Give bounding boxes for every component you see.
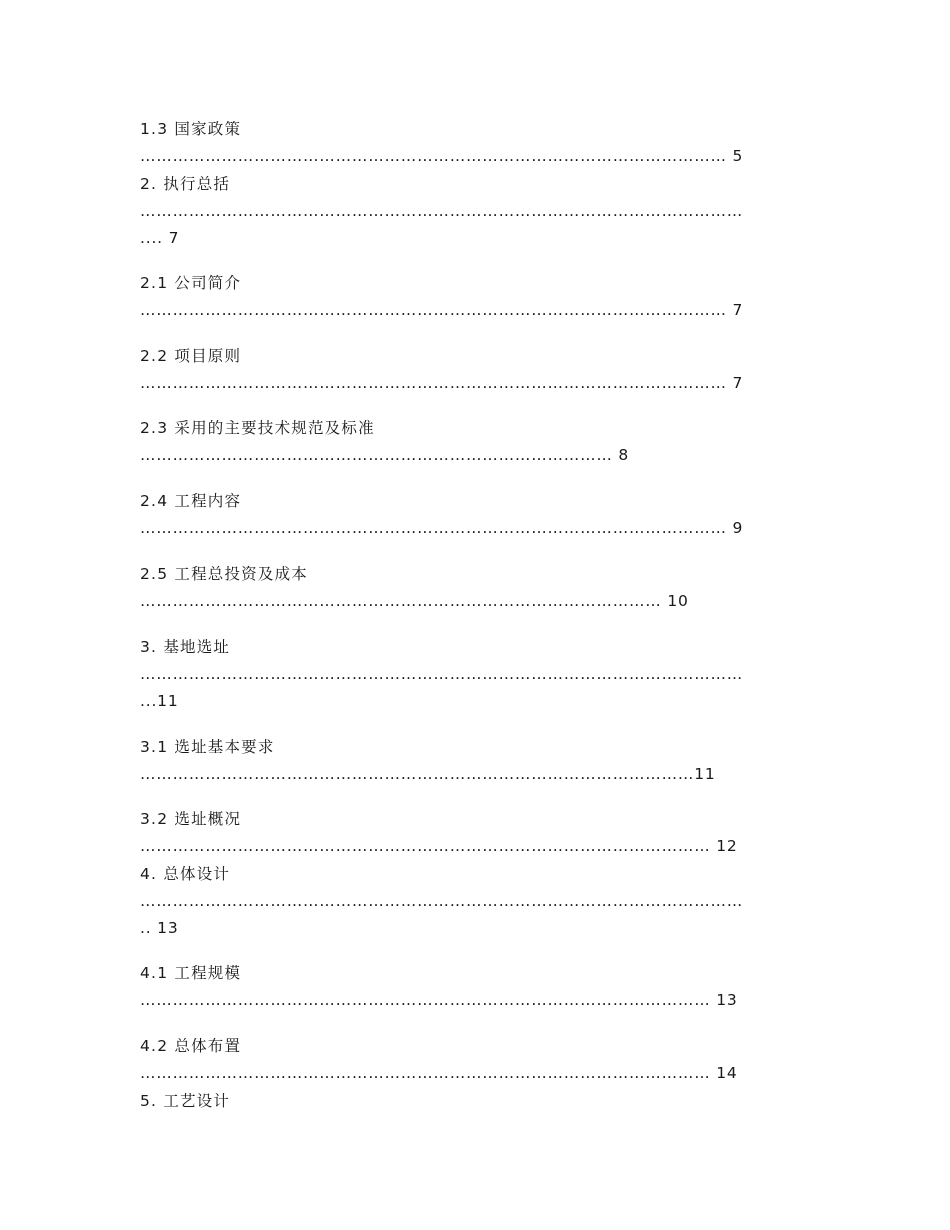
toc-title-2-1[interactable]: 2.1 公司简介 xyxy=(140,274,242,292)
toc-title-4-1[interactable]: 4.1 工程规模 xyxy=(140,964,242,982)
toc-title-2-2[interactable]: 2.2 项目原则 xyxy=(140,347,242,365)
toc-title-2-5[interactable]: 2.5 工程总投资及成本 xyxy=(140,565,308,583)
toc-leader-2-4: ……………………………………………………………………………………………… 9 xyxy=(140,519,744,537)
toc-title-3-2[interactable]: 3.2 选址概况 xyxy=(140,810,242,828)
toc-title-4-2[interactable]: 4.2 总体布置 xyxy=(140,1037,242,1055)
toc-leader-4: ………………………………………………………………………………………………… xyxy=(140,892,744,910)
toc-title-2[interactable]: 2. 执行总括 xyxy=(140,175,231,193)
toc-title-2-3[interactable]: 2.3 采用的主要技术规范及标准 xyxy=(140,419,375,437)
toc-leader-3-2: …………………………………………………………………………………………… 12 xyxy=(140,837,738,855)
toc-leader-4-1: …………………………………………………………………………………………… 13 xyxy=(140,991,738,1009)
toc-title-3[interactable]: 3. 基地选址 xyxy=(140,638,231,656)
toc-leader-4-2: …………………………………………………………………………………………… 14 xyxy=(140,1064,738,1082)
toc-leader-3: ………………………………………………………………………………………………… xyxy=(140,665,744,683)
toc-title-1-3[interactable]: 1.3 国家政策 xyxy=(140,120,242,138)
toc-page-3: ...11 xyxy=(140,692,179,710)
toc-page-2: .... 7 xyxy=(140,229,180,247)
toc-page-4: .. 13 xyxy=(140,919,179,937)
toc-leader-2: ………………………………………………………………………………………………… xyxy=(140,202,744,220)
toc-leader-2-2: ……………………………………………………………………………………………… 7 xyxy=(140,374,744,392)
toc-title-2-4[interactable]: 2.4 工程内容 xyxy=(140,492,242,510)
toc-leader-2-1: ……………………………………………………………………………………………… 7 xyxy=(140,301,744,319)
toc-leader-2-3: …………………………………………………………………………… 8 xyxy=(140,446,630,464)
toc-leader-1-3: ……………………………………………………………………………………………… 5 xyxy=(140,147,744,165)
toc-leader-2-5: …………………………………………………………………………………… 10 xyxy=(140,592,689,610)
toc-title-3-1[interactable]: 3.1 选址基本要求 xyxy=(140,738,275,756)
toc-leader-3-1: …………………………………………………………………………………………11 xyxy=(140,765,716,783)
toc-title-4[interactable]: 4. 总体设计 xyxy=(140,865,231,883)
toc-title-5[interactable]: 5. 工艺设计 xyxy=(140,1092,231,1110)
